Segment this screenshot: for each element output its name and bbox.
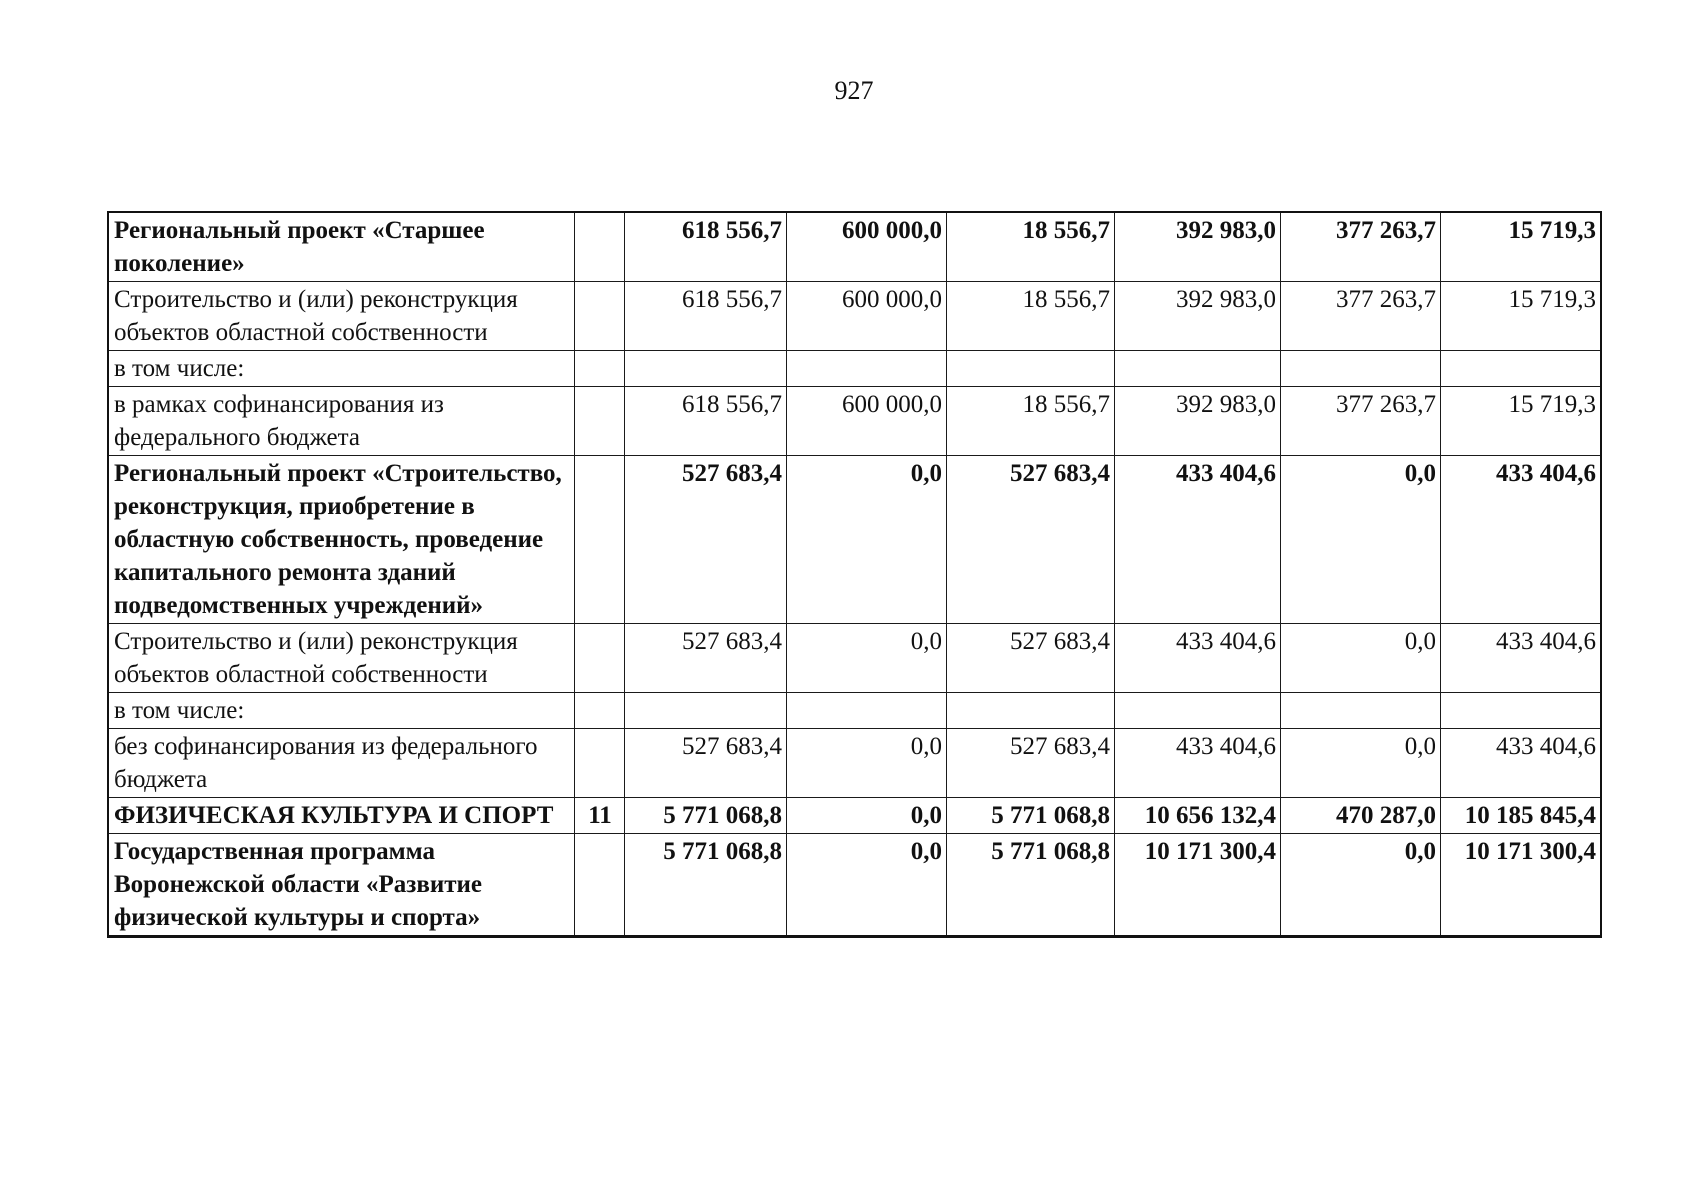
amount-cell-1: 618 556,7 bbox=[625, 213, 787, 282]
amount-cell-5: 0,0 bbox=[1281, 456, 1441, 624]
row-label: без софинансирования из федерального бюджета bbox=[109, 729, 575, 798]
section-code: 11 bbox=[575, 798, 625, 834]
amount-cell-5 bbox=[1281, 351, 1441, 387]
section-code bbox=[575, 387, 625, 456]
row-label: Региональный проект «Строительство, реконструкция, приобретение в областную собственность, проведение капитального ремонта зданий подведомственных учреждений» bbox=[109, 456, 575, 624]
amount-cell-3: 527 683,4 bbox=[947, 624, 1115, 693]
amount-cell-2: 600 000,0 bbox=[787, 282, 947, 351]
amount-cell-4: 10 171 300,4 bbox=[1115, 834, 1281, 937]
table-row bbox=[109, 624, 1601, 693]
section-code bbox=[575, 624, 625, 693]
section-code bbox=[575, 834, 625, 937]
budget-table bbox=[108, 212, 1601, 937]
section-code bbox=[575, 351, 625, 387]
table-row bbox=[109, 693, 1601, 729]
row-label: Региональный проект «Старшее поколение» bbox=[109, 213, 575, 282]
amount-cell-5: 377 263,7 bbox=[1281, 282, 1441, 351]
amount-cell-4: 392 983,0 bbox=[1115, 282, 1281, 351]
table-row bbox=[109, 834, 1601, 937]
section-code bbox=[575, 693, 625, 729]
amount-cell-4 bbox=[1115, 351, 1281, 387]
amount-cell-6 bbox=[1441, 693, 1601, 729]
amount-cell-6: 10 171 300,4 bbox=[1441, 834, 1601, 937]
amount-cell-6: 15 719,3 bbox=[1441, 282, 1601, 351]
amount-cell-3 bbox=[947, 351, 1115, 387]
amount-cell-6: 433 404,6 bbox=[1441, 729, 1601, 798]
table-row bbox=[109, 282, 1601, 351]
table-row bbox=[109, 387, 1601, 456]
row-label: Строительство и (или) реконструкция объектов областной собственности bbox=[109, 624, 575, 693]
amount-cell-3: 18 556,7 bbox=[947, 387, 1115, 456]
amount-cell-4 bbox=[1115, 693, 1281, 729]
section-code bbox=[575, 456, 625, 624]
amount-cell-5: 377 263,7 bbox=[1281, 213, 1441, 282]
row-label: Строительство и (или) реконструкция объектов областной собственности bbox=[109, 282, 575, 351]
section-code bbox=[575, 282, 625, 351]
section-code bbox=[575, 213, 625, 282]
amount-cell-2: 0,0 bbox=[787, 624, 947, 693]
section-code bbox=[575, 729, 625, 798]
table-row bbox=[109, 729, 1601, 798]
amount-cell-4: 392 983,0 bbox=[1115, 387, 1281, 456]
amount-cell-6: 10 185 845,4 bbox=[1441, 798, 1601, 834]
amount-cell-1: 5 771 068,8 bbox=[625, 834, 787, 937]
amount-cell-3: 5 771 068,8 bbox=[947, 798, 1115, 834]
amount-cell-2 bbox=[787, 351, 947, 387]
amount-cell-1: 527 683,4 bbox=[625, 624, 787, 693]
amount-cell-5: 470 287,0 bbox=[1281, 798, 1441, 834]
amount-cell-1: 618 556,7 bbox=[625, 387, 787, 456]
amount-cell-1: 527 683,4 bbox=[625, 456, 787, 624]
amount-cell-1: 527 683,4 bbox=[625, 729, 787, 798]
amount-cell-2 bbox=[787, 693, 947, 729]
table-row bbox=[109, 351, 1601, 387]
amount-cell-1 bbox=[625, 693, 787, 729]
amount-cell-3: 18 556,7 bbox=[947, 282, 1115, 351]
amount-cell-6: 433 404,6 bbox=[1441, 624, 1601, 693]
table-row bbox=[109, 213, 1601, 282]
amount-cell-2: 0,0 bbox=[787, 729, 947, 798]
amount-cell-2: 0,0 bbox=[787, 456, 947, 624]
row-label: ФИЗИЧЕСКАЯ КУЛЬТУРА И СПОРТ bbox=[109, 798, 575, 834]
amount-cell-3: 527 683,4 bbox=[947, 729, 1115, 798]
amount-cell-4: 433 404,6 bbox=[1115, 456, 1281, 624]
row-label: в рамках софинансирования из федерального бюджета bbox=[109, 387, 575, 456]
amount-cell-5: 0,0 bbox=[1281, 729, 1441, 798]
amount-cell-4: 10 656 132,4 bbox=[1115, 798, 1281, 834]
amount-cell-3: 18 556,7 bbox=[947, 213, 1115, 282]
table-row bbox=[109, 456, 1601, 624]
amount-cell-5: 377 263,7 bbox=[1281, 387, 1441, 456]
amount-cell-2: 0,0 bbox=[787, 798, 947, 834]
amount-cell-5: 0,0 bbox=[1281, 624, 1441, 693]
amount-cell-5: 0,0 bbox=[1281, 834, 1441, 937]
amount-cell-2: 600 000,0 bbox=[787, 387, 947, 456]
page-number: 927 bbox=[834, 76, 874, 105]
amount-cell-1: 5 771 068,8 bbox=[625, 798, 787, 834]
amount-cell-4: 433 404,6 bbox=[1115, 624, 1281, 693]
amount-cell-6: 15 719,3 bbox=[1441, 387, 1601, 456]
row-label: в том числе: bbox=[109, 351, 575, 387]
amount-cell-3: 527 683,4 bbox=[947, 456, 1115, 624]
amount-cell-4: 392 983,0 bbox=[1115, 213, 1281, 282]
amount-cell-6 bbox=[1441, 351, 1601, 387]
amount-cell-2: 0,0 bbox=[787, 834, 947, 937]
amount-cell-3: 5 771 068,8 bbox=[947, 834, 1115, 937]
table-row bbox=[109, 798, 1601, 834]
row-label: Государственная программа Воронежской области «Развитие физической культуры и спорта» bbox=[109, 834, 575, 937]
amount-cell-1 bbox=[625, 351, 787, 387]
amount-cell-6: 433 404,6 bbox=[1441, 456, 1601, 624]
amount-cell-5 bbox=[1281, 693, 1441, 729]
amount-cell-2: 600 000,0 bbox=[787, 213, 947, 282]
amount-cell-1: 618 556,7 bbox=[625, 282, 787, 351]
row-label: в том числе: bbox=[109, 693, 575, 729]
amount-cell-6: 15 719,3 bbox=[1441, 213, 1601, 282]
amount-cell-3 bbox=[947, 693, 1115, 729]
amount-cell-4: 433 404,6 bbox=[1115, 729, 1281, 798]
